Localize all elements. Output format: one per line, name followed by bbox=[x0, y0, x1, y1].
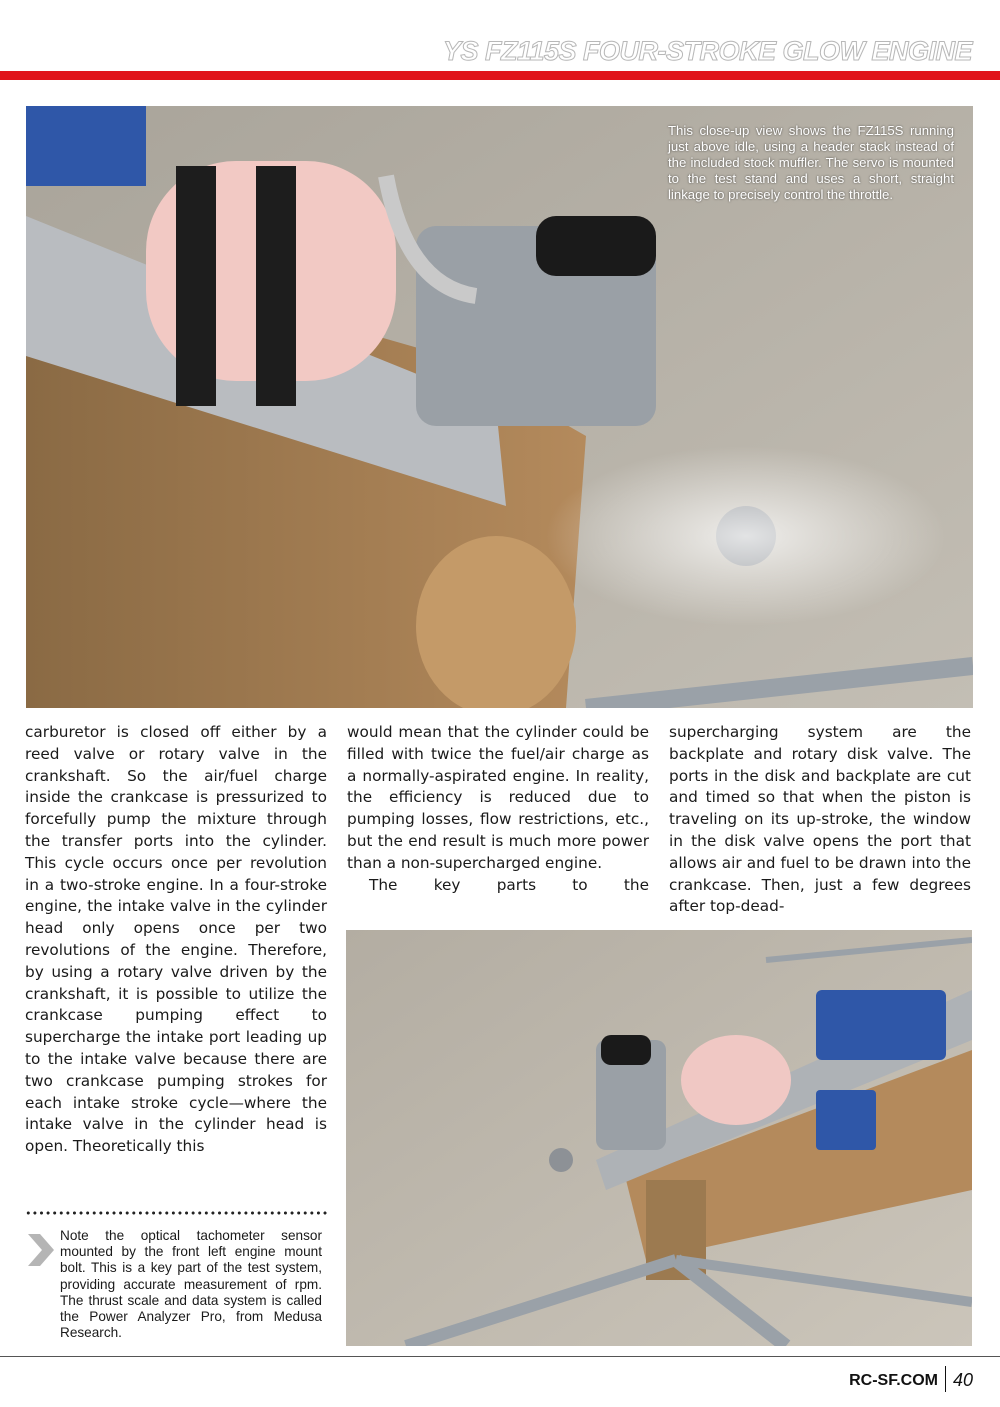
body-paragraph: carburetor is closed off either by a reed valve or rotary valve in the crankshaft. So the air/fuel charge inside the crankcase is pressurized to forcefully pump the mixture through the transfer ports into the cylinder. This cycle occurs once per revolution in a two-stroke engine. In a four-stroke engine, the intake valve in the cylinder head only opens once per two revolutions of the engine. Therefore, by using a rotary valve driven by the crankshaft, it is possible to utilize the crankcase pumping effect to supercharge the intake port leading up to the intake valve because there are two crankcase pumping strokes for each intake stroke cycle—where the intake valve in the cylinder head is open. Theoretically this bbox=[25, 723, 327, 1156]
footer-site-name: RC-SF.COM bbox=[849, 1372, 938, 1389]
test-stand-photo bbox=[346, 930, 972, 1346]
body-paragraph: supercharging system are the backplate and rotary disk valve. The ports in the disk and backplate are cut and timed so that when the piston is traveling on its up-stroke, the window in the disk valve opens the port that allows air and fuel to be drawn into the crankcase. Then, just a few degrees after top-dead- bbox=[669, 723, 971, 916]
body-column-1 bbox=[25, 722, 327, 1158]
top-photo-caption: This close-up view shows the FZ115S running just above idle, using a header stack instead of the included stock muffler. The servo is mounted to the test stand and uses a short, straight linkage to precisely control the throttle. bbox=[668, 123, 954, 202]
page-header-title: YS FZ115S FOUR-STROKE GLOW ENGINE bbox=[442, 36, 972, 66]
body-column-2 bbox=[347, 722, 649, 896]
body-paragraph: would mean that the cylinder could be filled with twice the fuel/air charge as a normally-aspirated engine. In reality, the efficiency is reduced due to pumping losses, flow restrictions, etc., but the end result is much more power than a non-supercharged engine. bbox=[347, 723, 649, 872]
header-red-bar bbox=[0, 71, 1000, 80]
dotted-separator bbox=[25, 1209, 327, 1217]
bottom-photo-caption: Note the optical tachometer sensor mounted by the front left engine mount bolt. This is a key part of the test system, providing accurate measurement of rpm. The thrust scale and data system is called the Power Analyzer Pro, from Medusa Research. bbox=[60, 1228, 322, 1341]
page-number: 40 bbox=[953, 1370, 974, 1390]
footer-divider bbox=[945, 1366, 946, 1392]
footer-rule bbox=[0, 1356, 1000, 1357]
body-column-3 bbox=[669, 722, 971, 918]
body-paragraph: The key parts to the bbox=[369, 875, 649, 894]
chevron-right-icon bbox=[26, 1232, 56, 1268]
